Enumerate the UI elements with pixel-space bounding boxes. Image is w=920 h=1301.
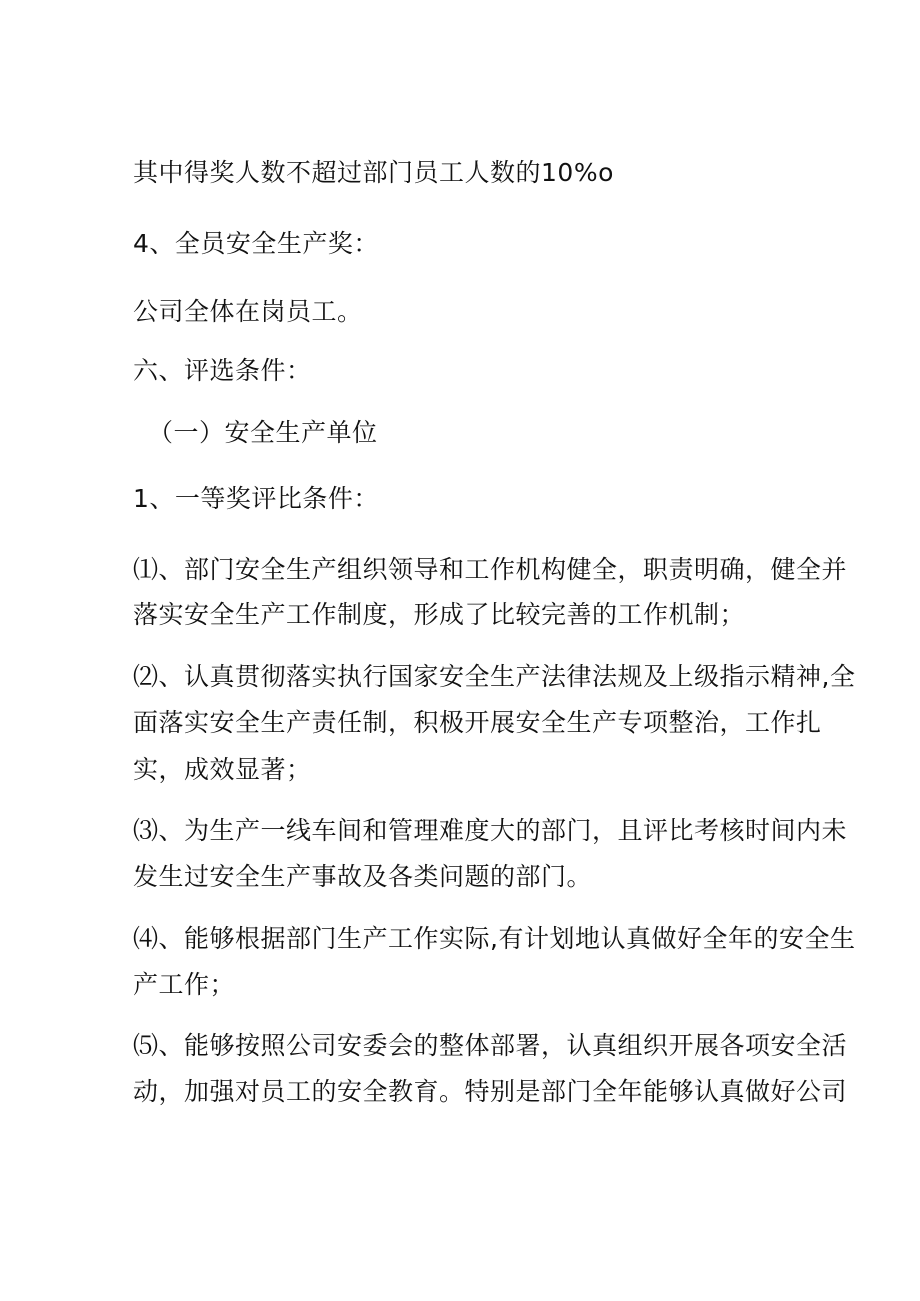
- criterion-3-line-1: ⑶、为生产一线车间和管理难度大的部门，且评比考核时间内未: [133, 816, 848, 845]
- criterion-2-line-2: 面落实安全生产责任制，积极开展安全生产专项整治，工作扎: [133, 708, 822, 737]
- heading-all-staff-award: 4、全员安全生产奖：: [133, 229, 379, 258]
- criterion-1-line-1: ⑴、部门安全生产组织领导和工作机构健全，职责明确，健全并: [133, 555, 848, 584]
- heading-selection-criteria: 六、评选条件：: [133, 356, 312, 385]
- criterion-2-line-1: ⑵、认真贯彻落实执行国家安全生产法律法规及上级指示精神,全: [133, 662, 856, 691]
- criterion-5-line-2: 动，加强对员工的安全教育。特别是部门全年能够认真做好公司: [133, 1077, 848, 1106]
- criterion-4-line-2: 产工作；: [133, 970, 236, 999]
- text-line-all-staff: 公司全体在岗员工。: [133, 297, 363, 326]
- criterion-1-line-2: 落实安全生产工作制度，形成了比较完善的工作机制；: [133, 600, 746, 629]
- criterion-2-line-3: 实，成效显著；: [133, 755, 312, 784]
- text-line-award-limit: 其中得奖人数不超过部门员工人数的10%o: [133, 158, 614, 187]
- criterion-4-line-1: ⑷、能够根据部门生产工作实际,有计划地认真做好全年的安全生: [133, 924, 856, 953]
- criterion-3-line-2: 发生过安全生产事故及各类问题的部门。: [133, 862, 593, 891]
- subheading-safety-unit: （一）安全生产单位: [148, 418, 378, 447]
- heading-first-prize-criteria: 1、一等奖评比条件：: [133, 484, 379, 513]
- criterion-5-line-1: ⑸、能够按照公司安委会的整体部署，认真组织开展各项安全活: [133, 1031, 848, 1060]
